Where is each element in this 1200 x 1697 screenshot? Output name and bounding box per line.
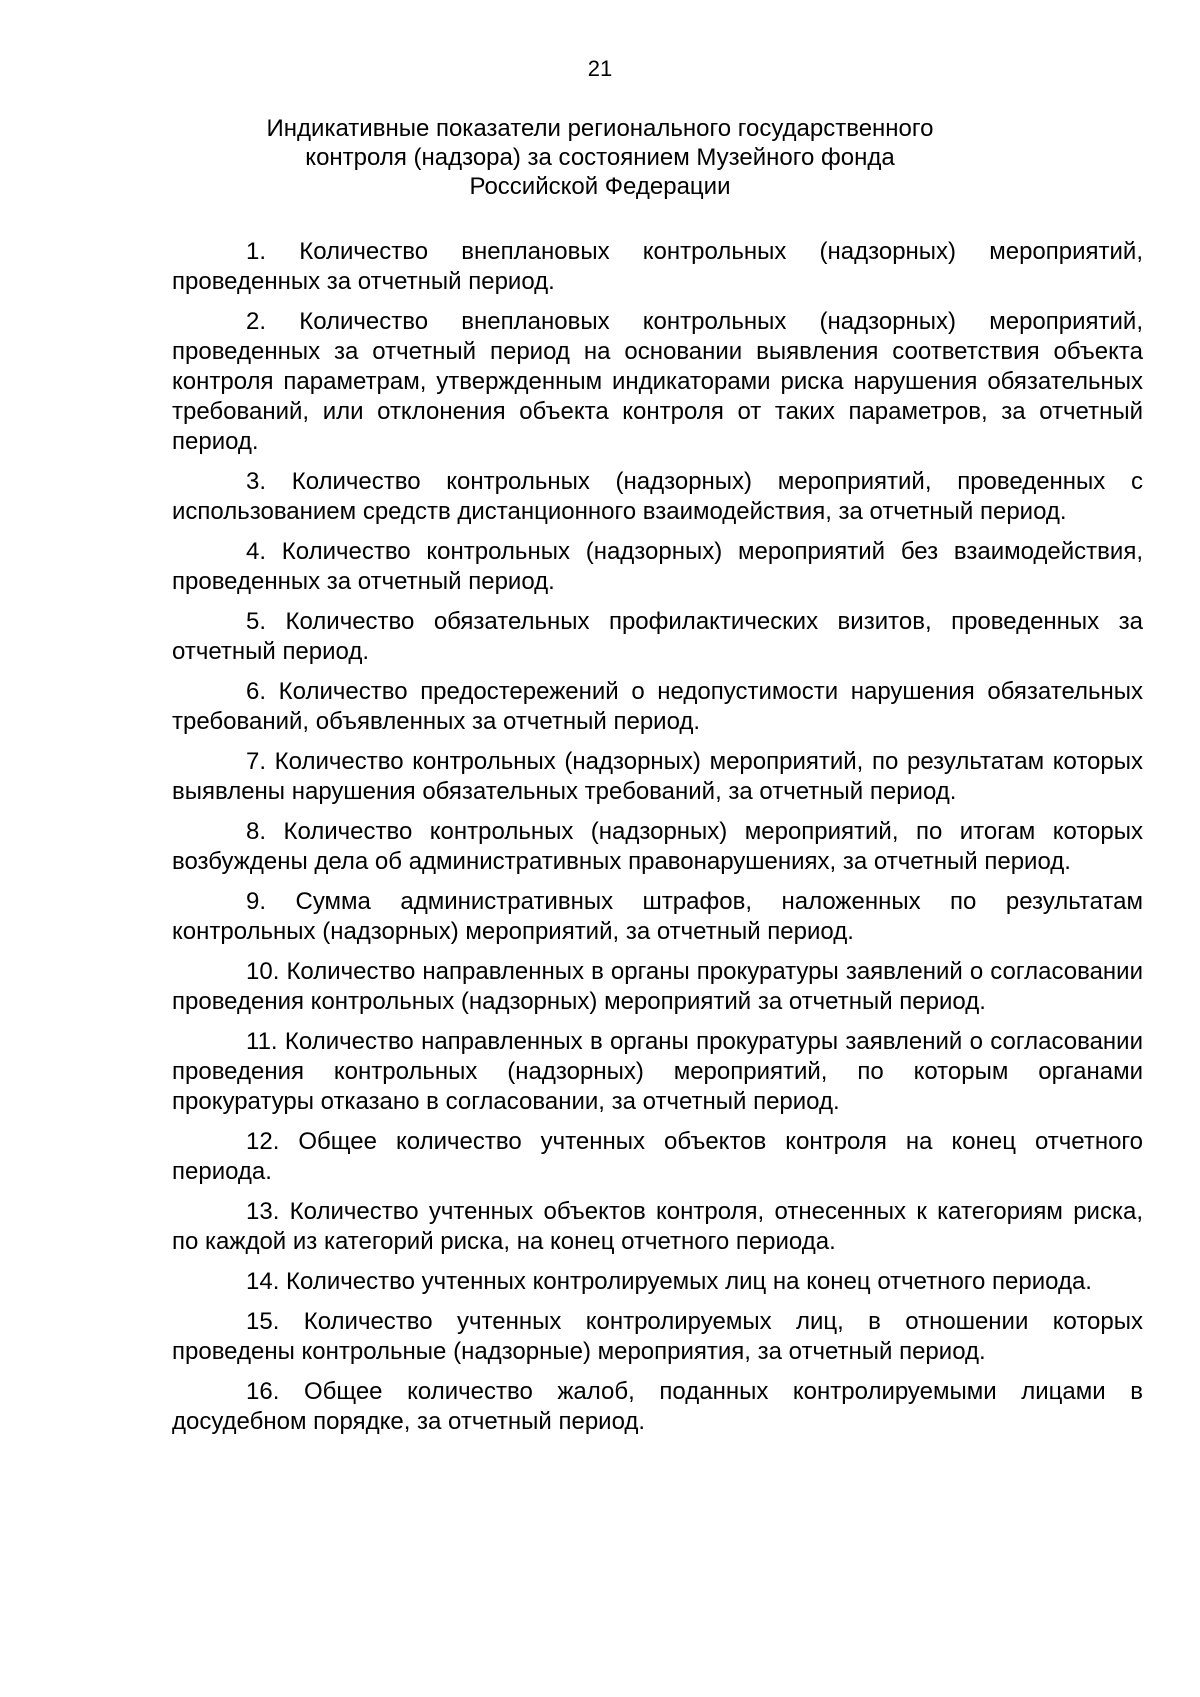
list-item: 7. Количество контрольных (надзорных) мероприятий, по результатам которых выявлены нарушения обязательных требований, за отчетный период.	[172, 748, 1143, 805]
list-item: 5. Количество обязательных профилактических визитов, проведенных за отчетный период.	[172, 608, 1143, 665]
list-item: 16. Общее количество жалоб, поданных контролируемыми лицами в досудебном порядке, за отчетный период.	[172, 1378, 1143, 1435]
list-item: 8. Количество контрольных (надзорных) мероприятий, по итогам которых возбуждены дела об административных правонарушениях, за отчетный период.	[172, 818, 1143, 875]
list-item: 14. Количество учтенных контролируемых лиц на конец отчетного периода.	[246, 1268, 1092, 1295]
title-line: Российской Федерации	[469, 173, 731, 200]
page-number: 21	[587, 56, 613, 81]
title-line: контроля (надзора) за состоянием Музейного фонда	[305, 144, 895, 171]
list-item: 4. Количество контрольных (надзорных) мероприятий без взаимодействия, проведенных за отчетный период.	[172, 538, 1143, 595]
title-line: Индикативные показатели регионального государственного	[266, 115, 934, 142]
list-item: 1. Количество внеплановых контрольных (надзорных) мероприятий, проведенных за отчетный период.	[172, 238, 1143, 295]
list-item: 2. Количество внеплановых контрольных (надзорных) мероприятий, проведенных за отчетный период на основании выявления соответствия объекта контроля параметрам, утвержденным индикаторами риска нарушения обязательных требований, или отклонения объекта контроля от таких параметров, за отчетный период.	[172, 308, 1143, 455]
document-title	[200, 114, 1000, 201]
list-item: 6. Количество предостережений о недопустимости нарушения обязательных требований, объявленных за отчетный период.	[172, 678, 1143, 735]
list-item: 11. Количество направленных в органы прокуратуры заявлений о согласовании проведения контрольных (надзорных) мероприятий, по которым органами прокуратуры отказано в согласовании, за отчетный период.	[172, 1028, 1143, 1115]
list-item: 10. Количество направленных в органы прокуратуры заявлений о согласовании проведения контрольных (надзорных) мероприятий за отчетный период.	[172, 958, 1143, 1015]
indicator-list	[172, 237, 1143, 1447]
list-item: 12. Общее количество учтенных объектов контроля на конец отчетного периода.	[172, 1128, 1143, 1185]
list-item: 9. Сумма административных штрафов, наложенных по результатам контрольных (надзорных) мероприятий, за отчетный период.	[172, 888, 1143, 945]
list-item: 3. Количество контрольных (надзорных) мероприятий, проведенных с использованием средств дистанционного взаимодействия, за отчетный период.	[172, 468, 1143, 525]
list-item: 15. Количество учтенных контролируемых лиц, в отношении которых проведены контрольные (надзорные) мероприятия, за отчетный период.	[172, 1308, 1143, 1365]
list-item: 13. Количество учтенных объектов контроля, отнесенных к категориям риска, по каждой из категорий риска, на конец отчетного периода.	[172, 1198, 1143, 1255]
